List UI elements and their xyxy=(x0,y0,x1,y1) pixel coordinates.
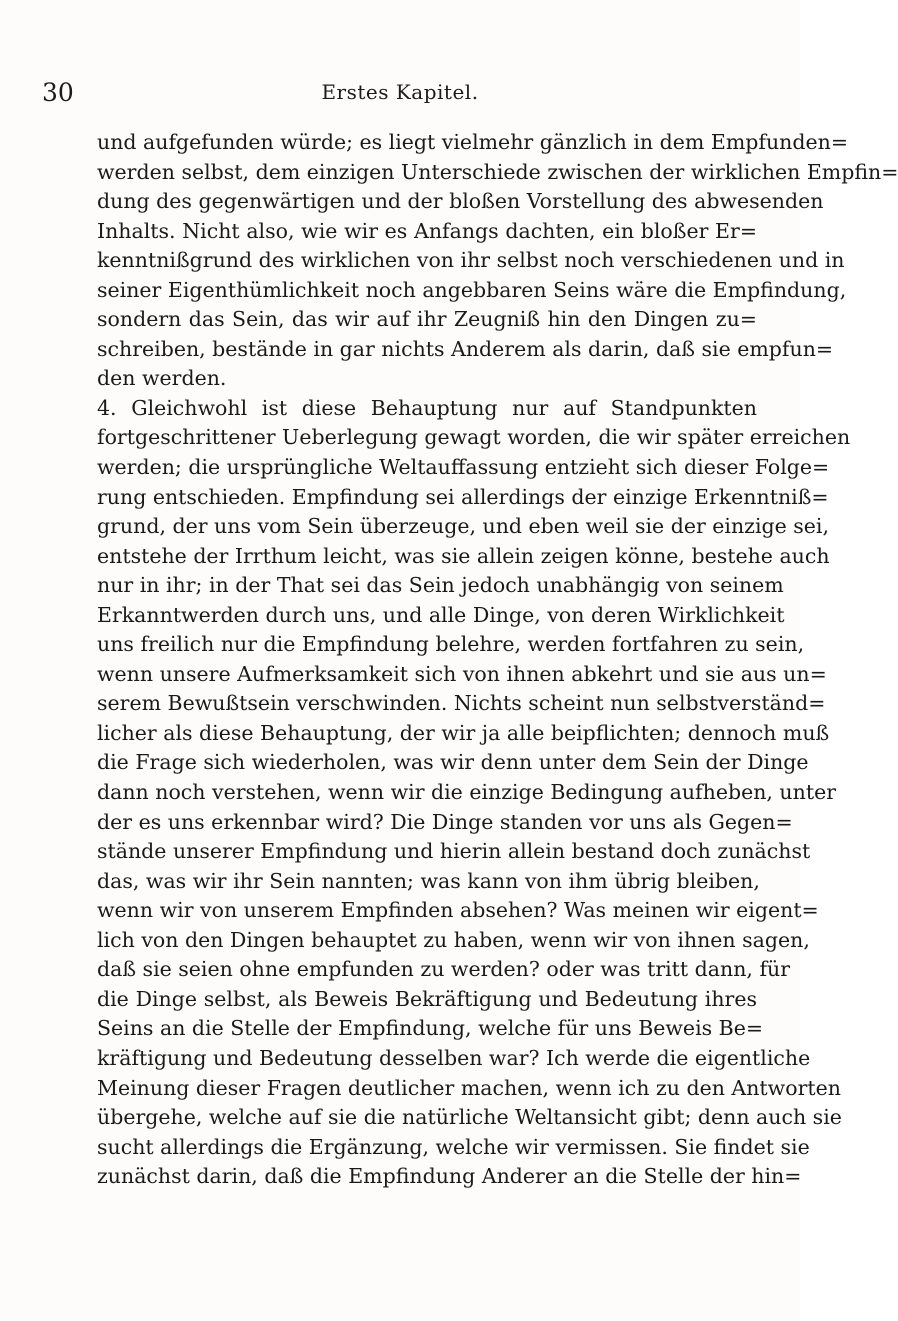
text-line: dung des gegenwärtigen und der bloßen Vorstellung des abwesenden xyxy=(97,189,824,214)
body-text xyxy=(97,128,898,1192)
text-line: sucht allerdings die Ergänzung, welche wir vermissen. Sie findet sie xyxy=(97,1134,810,1159)
text-line: entstehe der Irrthum leicht, was sie allein zeigen könne, bestehe auch xyxy=(97,543,830,568)
text-line: grund, der uns vom Sein überzeuge, und eben weil sie der einzige sei, xyxy=(97,514,830,539)
text-line: seiner Eigenthümlichkeit noch angebbaren Seins wäre die Empfindung, xyxy=(97,277,847,302)
text-line: die Frage sich wiederholen, was wir denn unter dem Sein der Dinge xyxy=(97,750,809,775)
text-line: rung entschieden. Empfindung sei allerdings der einzige Erkenntniß= xyxy=(97,484,829,509)
text-line: stände unserer Empfindung und hierin allein bestand doch zunächst xyxy=(97,839,811,864)
text-line: kräftigung und Bedeutung desselben war? Ich werde die eigentliche xyxy=(97,1045,811,1070)
text-line: daß sie seien ohne empfunden zu werden? oder was tritt dann, für xyxy=(97,957,791,982)
text-line: werden selbst, dem einzigen Unterschiede zwischen der wirklichen Empfin= xyxy=(97,159,898,184)
text-line: übergehe, welche auf sie die natürliche Weltansicht gibt; denn auch sie xyxy=(97,1105,842,1130)
text-line: der es uns erkennbar wird? Die Dinge standen vor uns als Gegen= xyxy=(97,809,793,834)
page-number: 30 xyxy=(42,78,74,107)
running-head: Erstes Kapitel. xyxy=(321,80,479,104)
text-line: kenntnißgrund des wirklichen von ihr selbst noch verschiedenen und in xyxy=(97,248,845,273)
text-line: uns freilich nur die Empfindung belehre, werden fortfahren zu sein, xyxy=(97,632,805,657)
text-line: lich von den Dingen behauptet zu haben, wenn wir von ihnen sagen, xyxy=(97,927,810,952)
text-line: die Dinge selbst, als Beweis Bekräftigung und Bedeutung ihres xyxy=(97,986,757,1011)
text-line: Meinung dieser Fragen deutlicher machen, wenn ich zu den Antworten xyxy=(97,1075,841,1100)
text-line: das, was wir ihr Sein nannten; was kann von ihm übrig bleiben, xyxy=(97,868,760,893)
text-line: licher als diese Behauptung, der wir ja alle beipflichten; dennoch muß xyxy=(97,720,830,745)
text-line: nur in ihr; in der That sei das Sein jedoch unabhängig von seinem xyxy=(97,573,784,598)
text-line: wenn wir von unserem Empfinden absehen? Was meinen wir eigent= xyxy=(97,898,819,923)
paragraph-end-line: den werden. xyxy=(97,366,227,391)
text-line: serem Bewußtsein verschwinden. Nichts scheint nun selbstverständ= xyxy=(97,691,826,716)
text-line: Erkanntwerden durch uns, und alle Dinge, von deren Wirklichkeit xyxy=(97,602,785,627)
text-line: sondern das Sein, das wir auf ihr Zeugniß hin den Dingen zu= xyxy=(97,307,757,332)
page-header xyxy=(42,78,758,112)
text-line: und aufgefunden würde; es liegt vielmehr gänzlich in dem Empfunden= xyxy=(97,130,849,154)
text-line: schreiben, bestände in gar nichts Anderem als darin, daß sie empfun= xyxy=(97,336,834,361)
text-line: dann noch verstehen, wenn wir die einzige Bedingung aufheben, unter xyxy=(97,780,837,805)
text-line: zunächst darin, daß die Empfindung Anderer an die Stelle der hin= xyxy=(97,1164,802,1189)
text-line: fortgeschrittener Ueberlegung gewagt worden, die wir später erreichen xyxy=(97,425,851,450)
text-line: wenn unsere Aufmerksamkeit sich von ihnen abkehrt und sie aus un= xyxy=(97,661,827,686)
paragraph-start-line: 4. Gleichwohl ist diese Behauptung nur auf Standpunkten xyxy=(97,395,757,420)
text-line: Seins an die Stelle der Empfindung, welche für uns Beweis Be= xyxy=(97,1016,764,1041)
text-line: Inhalts. Nicht also, wie wir es Anfangs dachten, ein bloßer Er= xyxy=(97,218,757,243)
text-line: werden; die ursprüngliche Weltauffassung entzieht sich dieser Folge= xyxy=(97,455,830,480)
